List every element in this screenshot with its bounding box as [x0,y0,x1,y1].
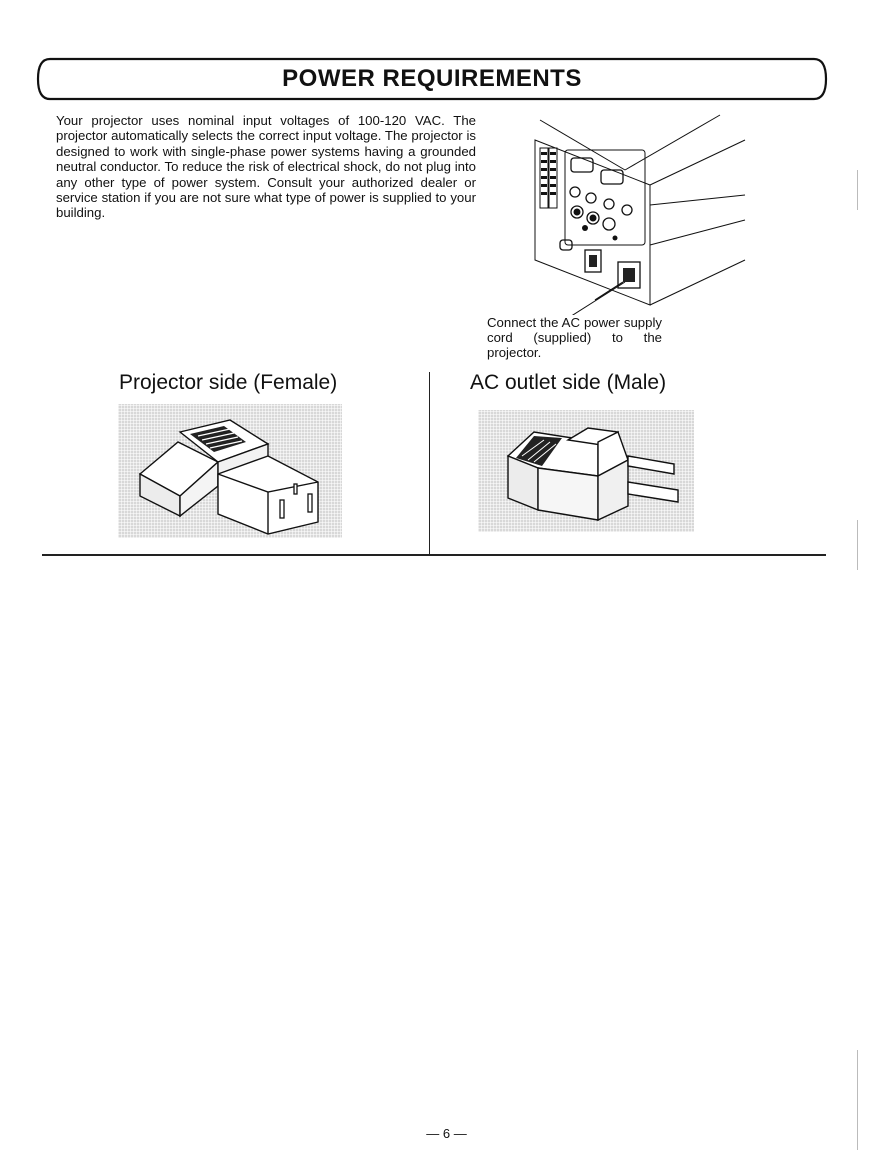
projector-caption: Connect the AC power supply cord (supplied) to the projector. [487,315,662,360]
projector-side-heading: Projector side (Female) [119,371,338,394]
column-divider [429,372,430,554]
scan-edge-mark [857,520,858,570]
male-plug-illustration [478,410,694,532]
intro-paragraph [56,113,476,221]
female-connector-illustration [118,404,342,538]
ac-outlet-side-heading: AC outlet side (Male) [470,371,667,394]
title-banner [36,56,828,102]
page-number: — 6 — [426,1126,467,1141]
projector-rear-illustration [505,110,755,315]
section-divider [42,554,826,556]
page-title: POWER REQUIREMENTS [282,65,582,92]
scan-edge-mark [857,170,858,210]
intro-text: Your projector uses nominal input voltages of 100-120 VAC. The projector automatically selects the correct input voltage. The projector is designed to work with single-phase power systems having a grounded neutral conductor. To reduce the risk of electrical shock, do not plug into any other type of power system. Consult your authorized dealer or service station if you are not sure what type of power is supplied to your building. [56,113,476,221]
